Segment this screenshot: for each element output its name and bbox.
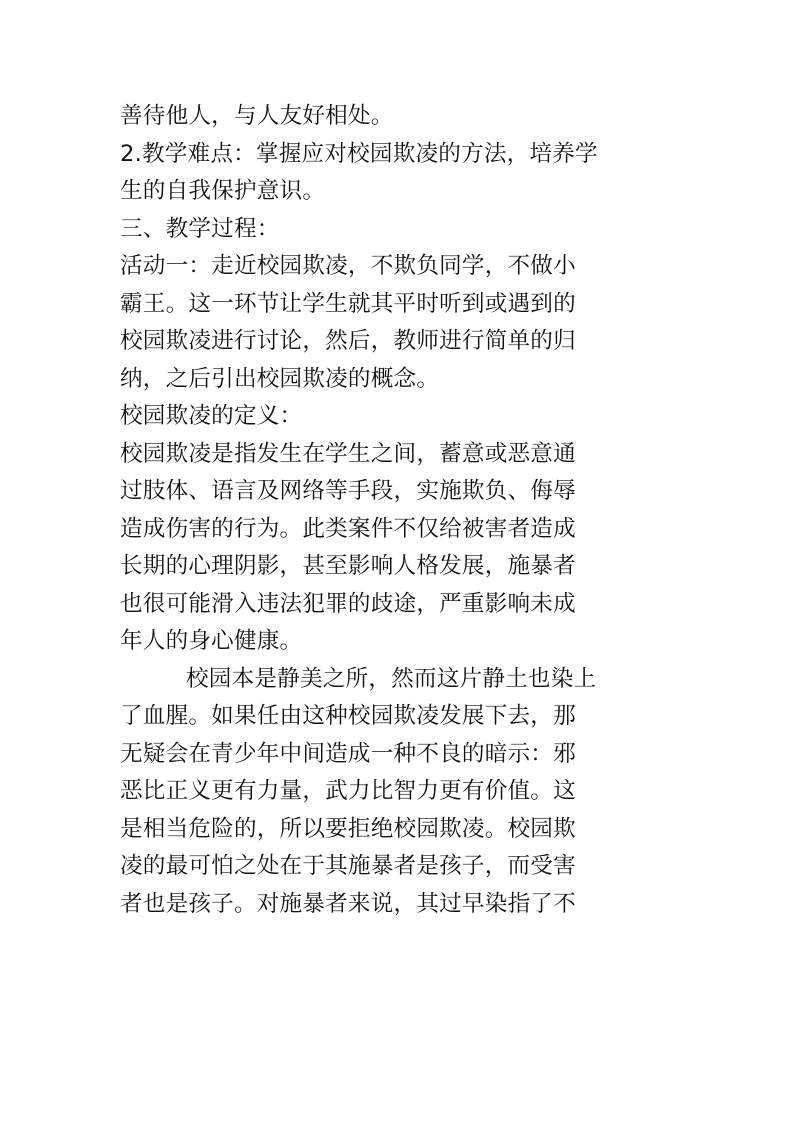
text-line: 校园欺凌是指发生在学生之间，蓄意或恶意通 <box>120 440 576 467</box>
text-line: 纳，之后引出校园欺凌的概念。 <box>120 365 440 392</box>
text-line: 是相当危险的，所以要拒绝校园欺凌。校园欺 <box>120 815 576 842</box>
text-line: 过肢体、语言及网络等手段，实施欺负、侮辱 <box>120 478 576 504</box>
text-line: 霸王。这一环节让学生就其平时听到或遇到的 <box>120 290 576 317</box>
text-line: 校园欺凌进行讨论，然后，教师进行简单的归 <box>120 328 576 354</box>
text-line: 造成伤害的行为。此类案件不仅给被害者造成 <box>120 515 576 542</box>
text-line: 者也是孩子。对施暴者来说，其过早染指了不 <box>120 890 576 917</box>
text-line: 善待他人，与人友好相处。 <box>120 103 394 129</box>
text-line: 2.教学难点：掌握应对校园欺凌的方法，培养学 <box>120 140 598 167</box>
text-line: 生的自我保护意识。 <box>120 178 326 204</box>
text-line: 恶比正义更有力量，武力比智力更有价值。这 <box>120 778 576 804</box>
text-line: 年人的身心健康。 <box>120 628 303 654</box>
text-line: 活动一：走近校园欺凌，不欺负同学，不做小 <box>120 253 576 279</box>
text-line: 长期的心理阴影，甚至影响人格发展，施暴者 <box>120 553 576 579</box>
text-line: 也很可能滑入违法犯罪的歧途，严重影响未成 <box>120 590 576 617</box>
text-line: 校园欺凌的定义： <box>120 403 303 429</box>
text-line: 了血腥。如果任由这种校园欺凌发展下去，那 <box>120 703 576 729</box>
text-line: 校园本是静美之所，然而这片静土也染上 <box>186 665 597 692</box>
text-line: 无疑会在青少年中间造成一种不良的暗示：邪 <box>120 740 576 767</box>
text-line: 凌的最可怕之处在于其施暴者是孩子，而受害 <box>120 853 576 879</box>
document-body <box>120 98 670 923</box>
text-line: 三、教学过程： <box>120 215 280 242</box>
